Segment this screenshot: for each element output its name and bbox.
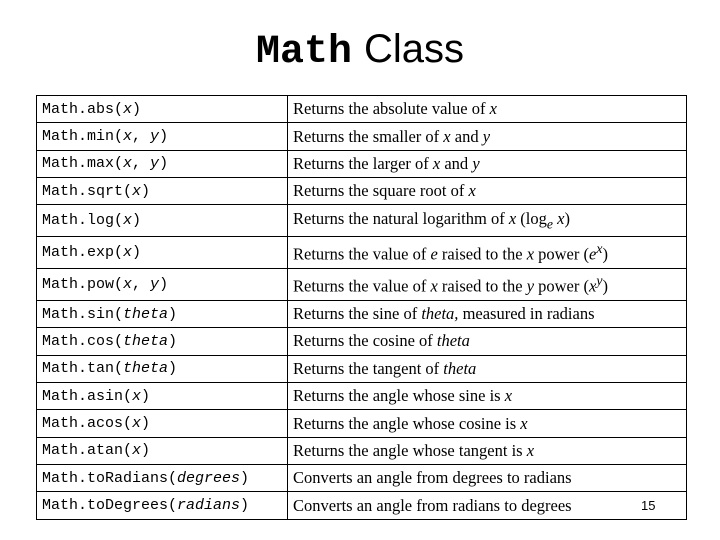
method-signature: Math.toRadians(degrees) [37, 465, 288, 492]
table-row [37, 205, 687, 237]
math-methods-table [36, 95, 687, 520]
method-description: Returns the sine of theta, measured in radians [288, 300, 687, 327]
method-description: Returns the absolute value of x [288, 96, 687, 123]
method-signature: Math.min(x, y) [37, 123, 288, 150]
table-row [37, 178, 687, 205]
method-signature: Math.asin(x) [37, 383, 288, 410]
method-description: Returns the angle whose cosine is x [288, 410, 687, 437]
method-signature: Math.toDegrees(radians) [37, 492, 288, 520]
method-description: Returns the value of x raised to the y power $(x^y)$ [288, 269, 687, 301]
method-description: Returns the tangent of theta [288, 355, 687, 382]
table-row [37, 123, 687, 150]
method-signature: Math.tan(theta) [37, 355, 288, 382]
slide-title [0, 26, 720, 76]
method-signature: Math.sqrt(x) [37, 178, 288, 205]
table-row [37, 383, 687, 410]
method-signature: Math.log(x) [37, 205, 288, 237]
method-signature: Math.abs(x) [37, 96, 288, 123]
method-description: Returns the angle whose tangent is x [288, 437, 687, 464]
title-code: Math [255, 30, 352, 75]
method-description: Converts an angle from degrees to radians [288, 465, 687, 492]
method-description: Returns the angle whose sine is x [288, 383, 687, 410]
method-description: Returns the larger of x and y [288, 150, 687, 177]
table-row [37, 150, 687, 177]
table-row [37, 328, 687, 355]
table-row [37, 237, 687, 269]
method-description: Returns the value of e raised to the x power $(e^x)$ [288, 237, 687, 269]
table-row [37, 437, 687, 464]
method-signature: Math.exp(x) [37, 237, 288, 269]
method-signature: Math.cos(theta) [37, 328, 288, 355]
method-signature: Math.sin(theta) [37, 300, 288, 327]
table-row [37, 465, 687, 492]
method-signature: Math.pow(x, y) [37, 269, 288, 301]
page-number: 15 [641, 498, 656, 513]
table-row [37, 96, 687, 123]
table-row [37, 355, 687, 382]
table-row [37, 410, 687, 437]
method-description: Returns the natural logarithm of x ($\log_e$ x) [288, 205, 687, 237]
method-signature: Math.atan(x) [37, 437, 288, 464]
table-row [37, 269, 687, 301]
method-description: Returns the square root of x [288, 178, 687, 205]
method-signature: Math.max(x, y) [37, 150, 288, 177]
method-description: Converts an angle from radians to degrees [288, 492, 687, 520]
title-text: Class [363, 27, 465, 71]
table-body [37, 96, 687, 520]
table-row [37, 300, 687, 327]
method-description: Returns the smaller of x and y [288, 123, 687, 150]
method-signature: Math.acos(x) [37, 410, 288, 437]
table-row [37, 492, 687, 520]
method-description: Returns the cosine of theta [288, 328, 687, 355]
